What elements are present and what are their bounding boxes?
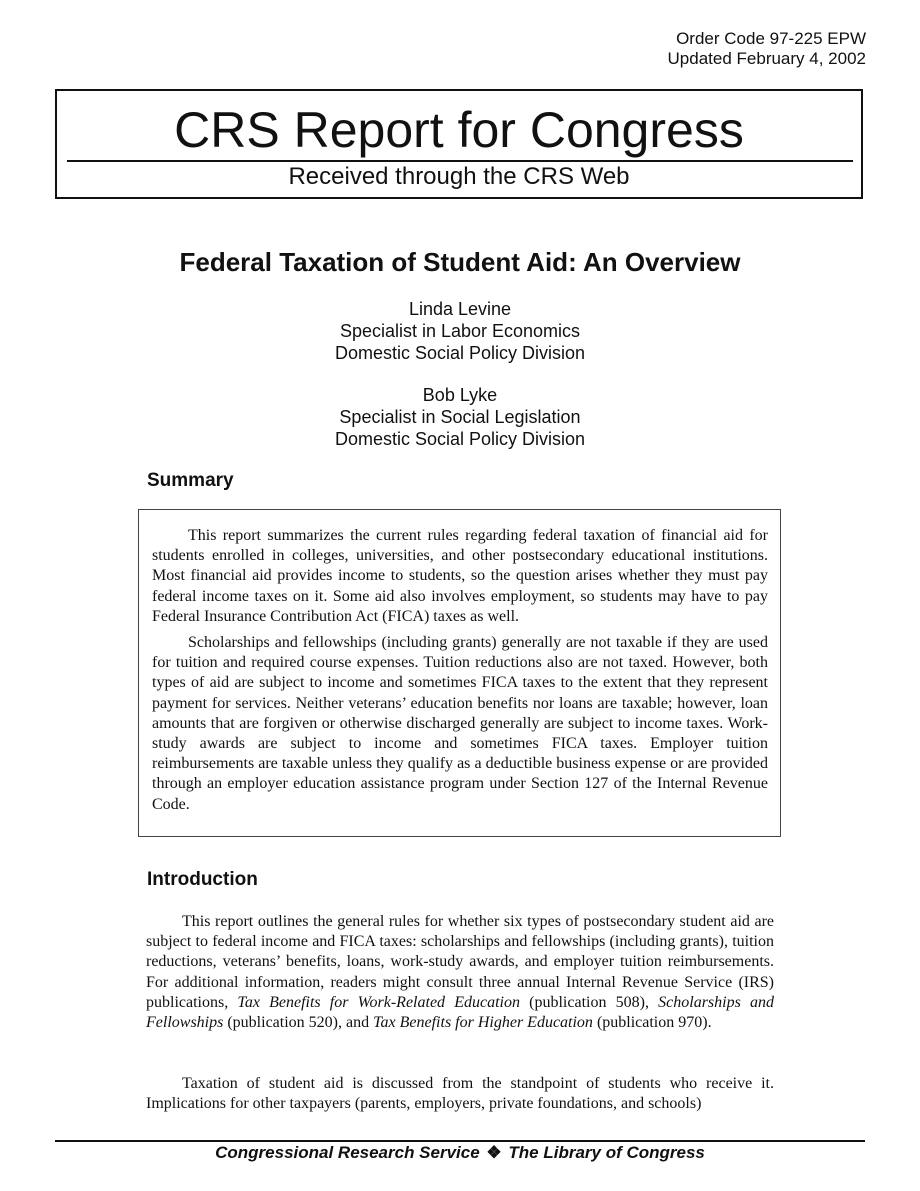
- author-position: Specialist in Labor Economics: [339, 321, 581, 341]
- footer-org: Congressional Research Service: [215, 1143, 480, 1162]
- masthead-rule: [67, 160, 853, 162]
- masthead: [55, 89, 863, 199]
- order-code: Order Code 97-225 EPW: [676, 29, 866, 48]
- summary-paragraph: Scholarships and fellowships (including grants) generally are not taxable if they are used for tuition and required course expenses. Tuition reductions also are not taxed. However, both types of aid are subject to income and sometimes FICA taxes to the extent that they represent payment for services. Neither veterans’ education benefits nor loans are taxable; however, loan amounts that are forgiven or otherwise discharged generally are subject to income taxes. Work-study awards are subject to income and sometimes FICA taxes. Employer tuition reimbursements are taxable unless they qualify as a deductible business expense or are provided through an employer education assistance program under Section 127 of the Internal Revenue Code.: [152, 634, 768, 813]
- publication-title: Tax Benefits for Higher Education: [373, 1014, 593, 1032]
- masthead-subtitle: Received through the CRS Web: [288, 163, 630, 190]
- author-block: [0, 384, 920, 450]
- introduction-heading: Introduction: [147, 869, 258, 890]
- author-position: Specialist in Social Legislation: [339, 407, 581, 427]
- publication-title: Tax Benefits for Work-Related Education: [237, 993, 520, 1011]
- intro-text: This report outlines the general rules for whether six types of postsecondary student aid are subject to federal income and FICA taxes: scholarships and fellowships (including grants), tuition reductions, veterans’ benefits, loans, work-study awards, and employer tuition reimbursements. For additional information, readers might consult three annual Internal Revenue Service (IRS) publications,: [146, 913, 774, 1011]
- summary-heading: Summary: [147, 470, 234, 491]
- author-division: Domestic Social Policy Division: [334, 429, 586, 449]
- publication-title: Scholarships and Fellowships: [146, 993, 775, 1032]
- masthead-title: CRS Report for Congress: [174, 102, 744, 158]
- intro-text: (publication 970).: [592, 1014, 712, 1032]
- author-name: Linda Levine: [408, 299, 512, 319]
- footer-library: The Library of Congress: [508, 1143, 705, 1162]
- updated-date: Updated February 4, 2002: [667, 49, 866, 68]
- intro-text: (publication 508),: [519, 993, 659, 1011]
- introduction-paragraph: Taxation of student aid is discussed from the standpoint of students who receive it. Implications for other taxpayers (parents, employers, private foundations, and schools): [146, 1075, 774, 1113]
- summary-box: [138, 509, 781, 837]
- introduction-paragraph: [146, 912, 774, 1033]
- order-code-block: [668, 29, 866, 69]
- footer: [0, 1142, 920, 1164]
- author-block: [0, 298, 920, 364]
- author-division: Domestic Social Policy Division: [334, 343, 586, 363]
- author-name: Bob Lyke: [422, 385, 498, 405]
- diamond-icon: ❖: [486, 1143, 502, 1162]
- summary-paragraph: This report summarizes the current rules regarding federal taxation of financial aid for students enrolled in colleges, universities, and other postsecondary educational institutions. Most financial aid provides income to students, so the question arises whether they must pay federal income taxes on it. Some aid also involves employment, so students may have to pay Federal Insurance Contribution Act (FICA) taxes as well.: [152, 527, 768, 625]
- report-title: Federal Taxation of Student Aid: An Overview: [179, 247, 741, 277]
- intro-text: (publication 520), and: [223, 1014, 374, 1032]
